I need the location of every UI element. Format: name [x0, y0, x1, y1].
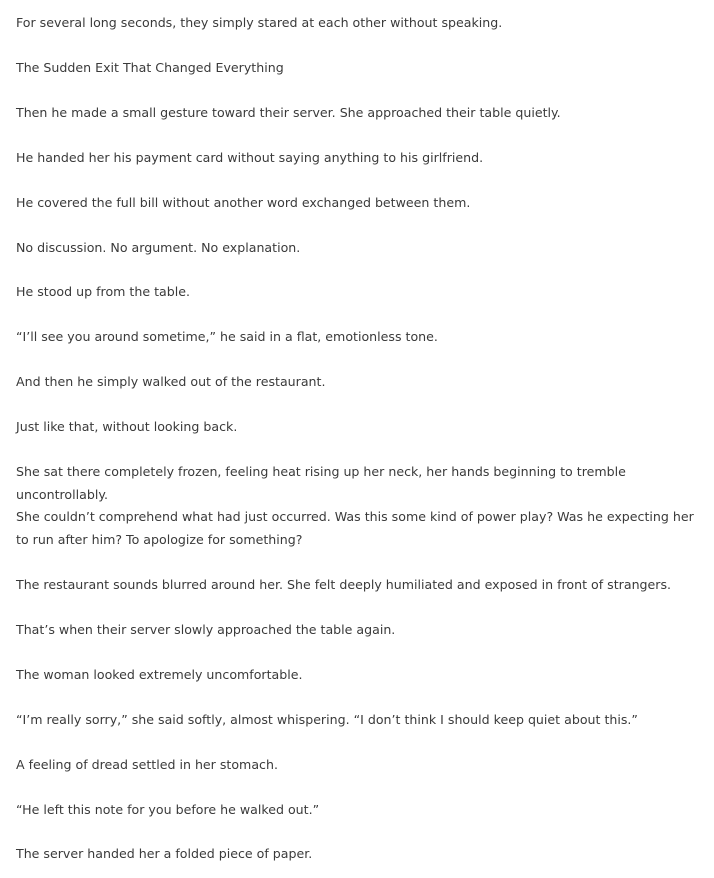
paragraph: “I’m really sorry,” she said softly, almost whispering. “I don’t think I should keep quiet about this.” — [16, 712, 638, 727]
paragraph: He handed her his payment card without saying anything to his girlfriend. — [16, 150, 484, 165]
paragraph: The restaurant sounds blurred around her. She felt deeply humiliated and exposed in front of strangers. — [16, 577, 672, 592]
paragraph: No discussion. No argument. No explanation. — [16, 240, 301, 255]
section-heading: The Sudden Exit That Changed Everything — [16, 60, 284, 75]
paragraph: Then he made a small gesture toward their server. She approached their table quietly. — [16, 105, 561, 120]
paragraph: The server handed her a folded piece of paper. — [16, 846, 313, 861]
paragraph: He covered the full bill without another word exchanged between them. — [16, 195, 471, 210]
paragraph: The woman looked extremely uncomfortable. — [16, 667, 303, 682]
paragraph: A feeling of dread settled in her stomach. — [16, 757, 278, 772]
paragraph: He stood up from the table. — [16, 284, 190, 299]
paragraph: Just like that, without looking back. — [16, 419, 238, 434]
paragraph: “He left this note for you before he walked out.” — [16, 802, 320, 817]
paragraph: That’s when their server slowly approached the table again. — [16, 622, 396, 637]
paragraph: “I’ll see you around sometime,” he said in a flat, emotionless tone. — [16, 329, 438, 344]
paragraph: And then he simply walked out of the restaurant. — [16, 374, 326, 389]
paragraph: She couldn’t comprehend what had just occurred. Was this some kind of power play? Was he expecting her to run after him? To apologize for something? — [16, 509, 694, 547]
paragraph: She sat there completely frozen, feeling heat rising up her neck, her hands beginning to tremble uncontrollably. — [16, 464, 626, 502]
paragraph: For several long seconds, they simply stared at each other without speaking. — [16, 15, 503, 30]
